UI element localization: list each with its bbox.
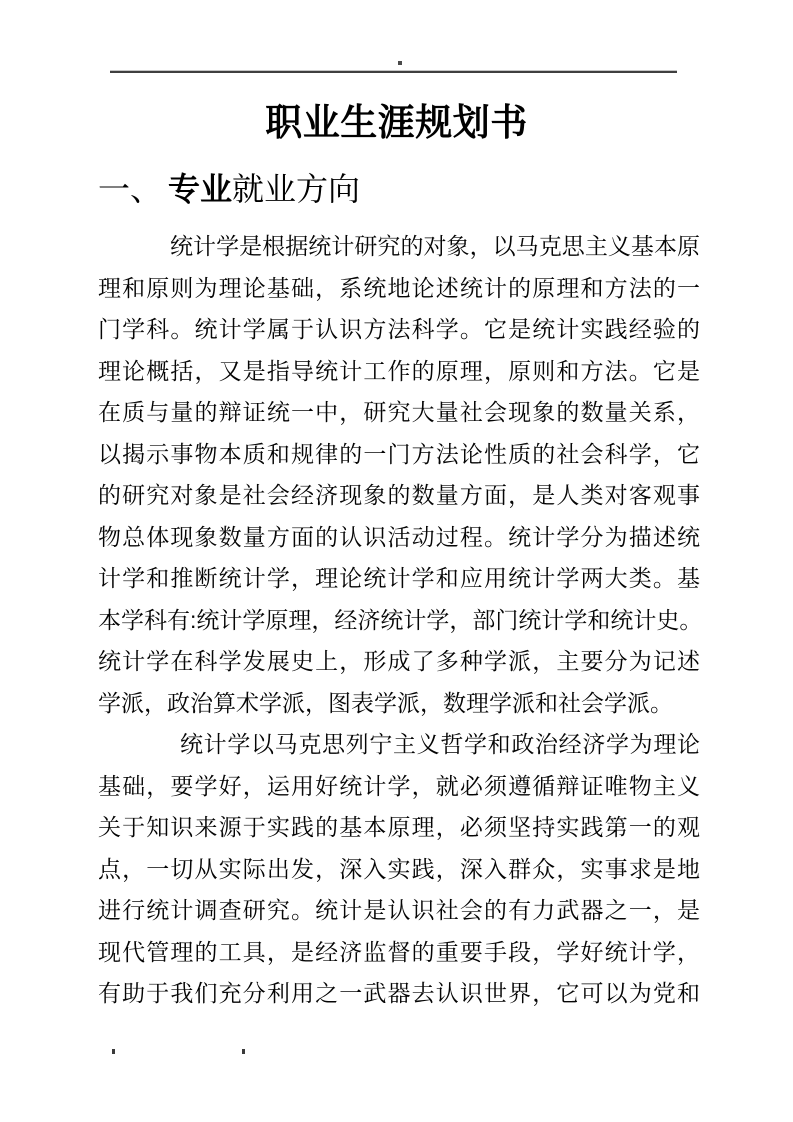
text-line: 理和原则为理论基础，系统地论述统计的原理和方法的一 [98, 274, 700, 301]
section-heading-bold-text: 专业 [168, 171, 233, 207]
text-line: 统计学在科学发展史上，形成了多种学派，主要分为记述 [98, 648, 700, 674]
text-line: 计学和推断统计学，理论统计学和应用统计学两大类。基 [98, 565, 700, 591]
text-line: 在质与量的辩证统一中，研究大量社会现象的数量关系， [98, 399, 700, 425]
document-body [98, 226, 703, 1015]
text-line: 基础，要学好，运用好统计学，就必须遵循辩证唯物主义 [98, 772, 700, 799]
text-line: 关于知识来源于实践的基本原理，必须坚持实践第一的观 [98, 814, 700, 840]
text-line: 的研究对象是社会经济现象的数量方面，是人类对客观事 [98, 482, 700, 508]
header-rule [110, 70, 677, 73]
text-line: 进行统计调查研究。统计是认识社会的有力武器之一，是 [98, 897, 700, 923]
text-line: 有助于我们充分利用之一武器去认识世界，它可以为党和 [98, 980, 700, 1006]
text-line: 本学科有:统计学原理，经济统计学，部门统计学和统计史。 [98, 606, 703, 633]
text-line: 统计学是根据统计研究的对象，以马克思主义基本原 [170, 233, 700, 259]
document-title: 职业生涯规划书 [265, 102, 528, 143]
text-line: 现代管理的工具，是经济监督的重要手段，学好统计学， [98, 938, 700, 965]
text-line: 统计学以马克思列宁主义哲学和政治经济学为理论 [180, 731, 700, 757]
text-line: 学派，政治算术学派，图表学派，数理学派和社会学派。 [98, 689, 673, 716]
text-line: 门学科。统计学属于认识方法科学。它是统计实践经验的 [98, 316, 700, 342]
section-heading-text: 就业方向 [232, 171, 361, 207]
footer-artifact-dot-right [242, 1049, 245, 1054]
footer-artifact-dot-left [112, 1049, 115, 1054]
text-line: 以揭示事物本质和规律的一门方法论性质的社会科学，它 [98, 440, 700, 467]
text-line: 点，一切从实际出发，深入实践，深入群众，实事求是地 [98, 855, 700, 882]
header-artifact-dot [398, 61, 402, 65]
section-number: 一、 [98, 171, 163, 207]
section-heading [98, 167, 360, 211]
text-line: 理论概括，又是指导统计工作的原理，原则和方法。它是 [98, 357, 700, 384]
text-line: 物总体现象数量方面的认识活动过程。统计学分为描述统 [98, 523, 700, 550]
